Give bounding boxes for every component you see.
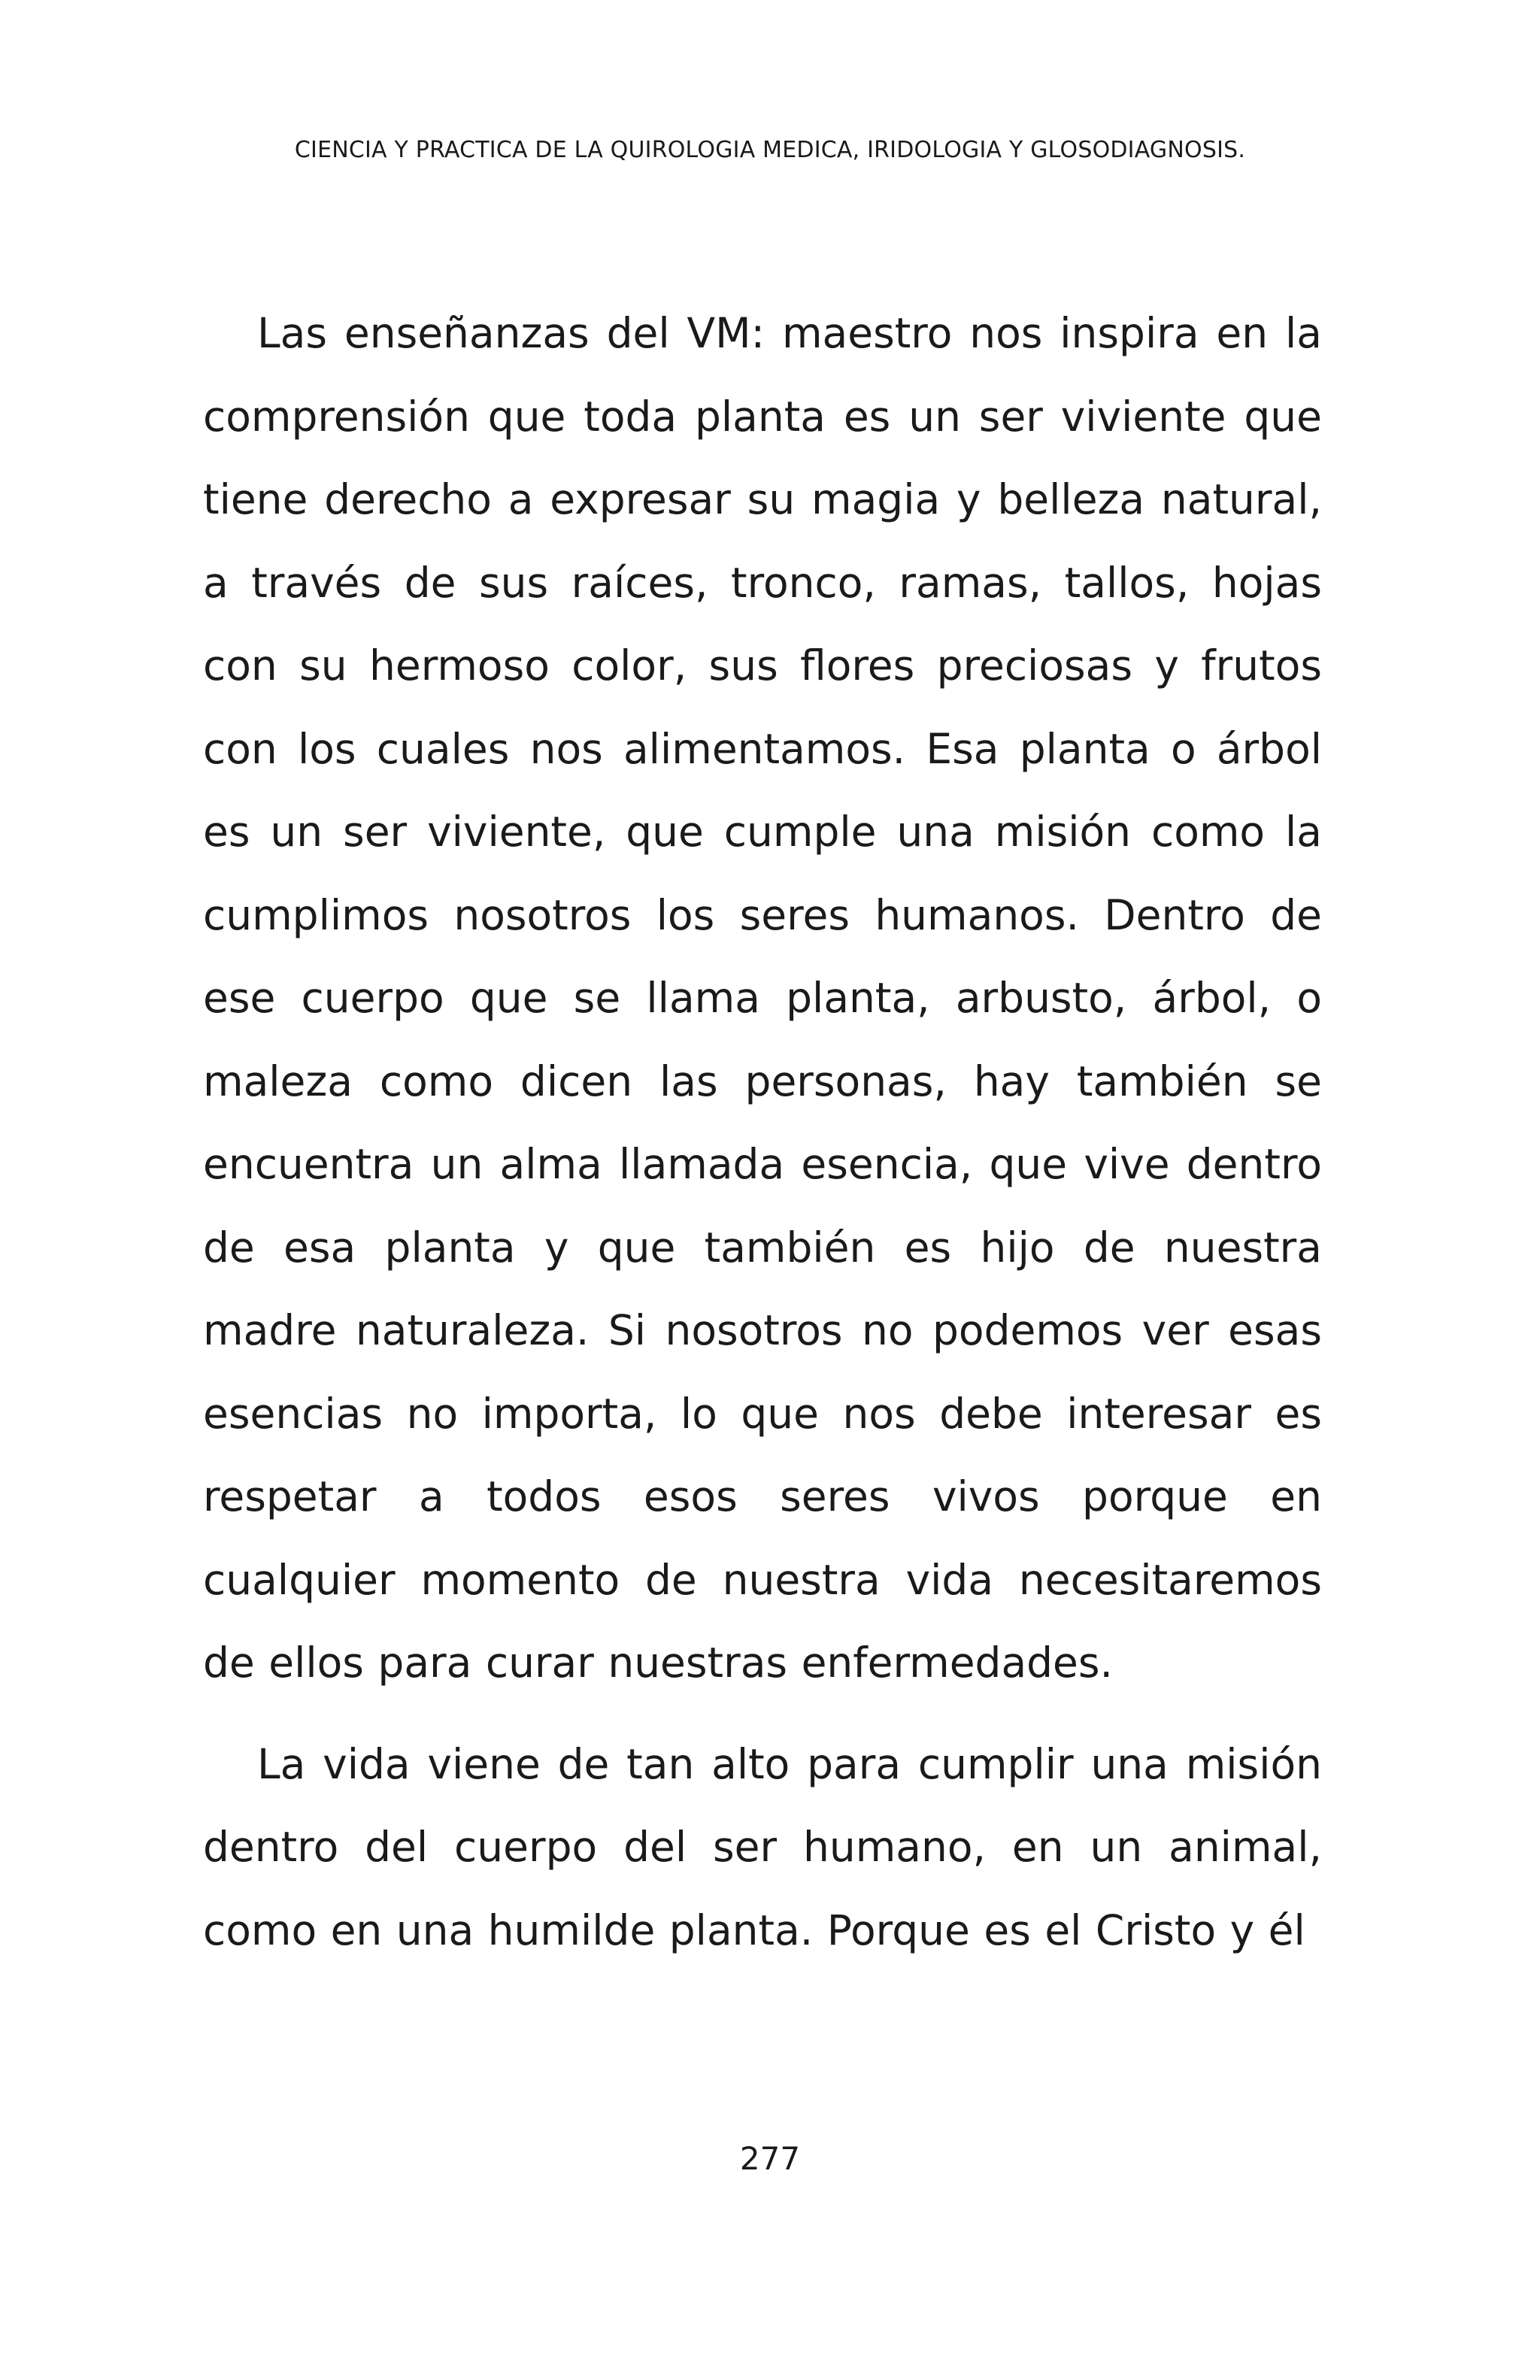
running-header: CIENCIA Y PRACTICA DE LA QUIROLOGIA MEDICA, IRIDOLOGIA Y GLOSODIAGNOSIS. [294, 137, 1246, 163]
body-text [203, 292, 1322, 1972]
paragraph: La vida viene de tan alto para cumplir una misión dentro del cuerpo del ser humano, en un animal, como en una humilde planta. Porque es el Cristo y él [203, 1739, 1322, 1954]
paragraph: Las enseñanzas del VM: maestro nos inspira en la comprensión que toda planta es un ser viviente que tiene derecho a expresar su magia y belleza natural, a través de sus raíces, tronco, ramas, tallos, hojas con su hermoso color, sus flores preciosas y frutos con los cuales nos alimentamos. Esa planta o árbol es un ser viviente, que cumple una misión como la cumplimos nosotros los seres humanos. Dentro de ese cuerpo que se llama planta, arbusto, árbol, o maleza como dicen las personas, hay también se encuentra un alma llamada esencia, que vive dentro de esa planta y que también es hijo de nuestra madre naturaleza. Si nosotros no podemos ver esas esencias no importa, lo que nos debe interesar es respetar a todos esos seres vivos porque en cualquier momento de nuestra vida necesitaremos de ellos para curar nuestras enfermedades. [203, 309, 1322, 1687]
page-number: 277 [739, 2140, 801, 2177]
